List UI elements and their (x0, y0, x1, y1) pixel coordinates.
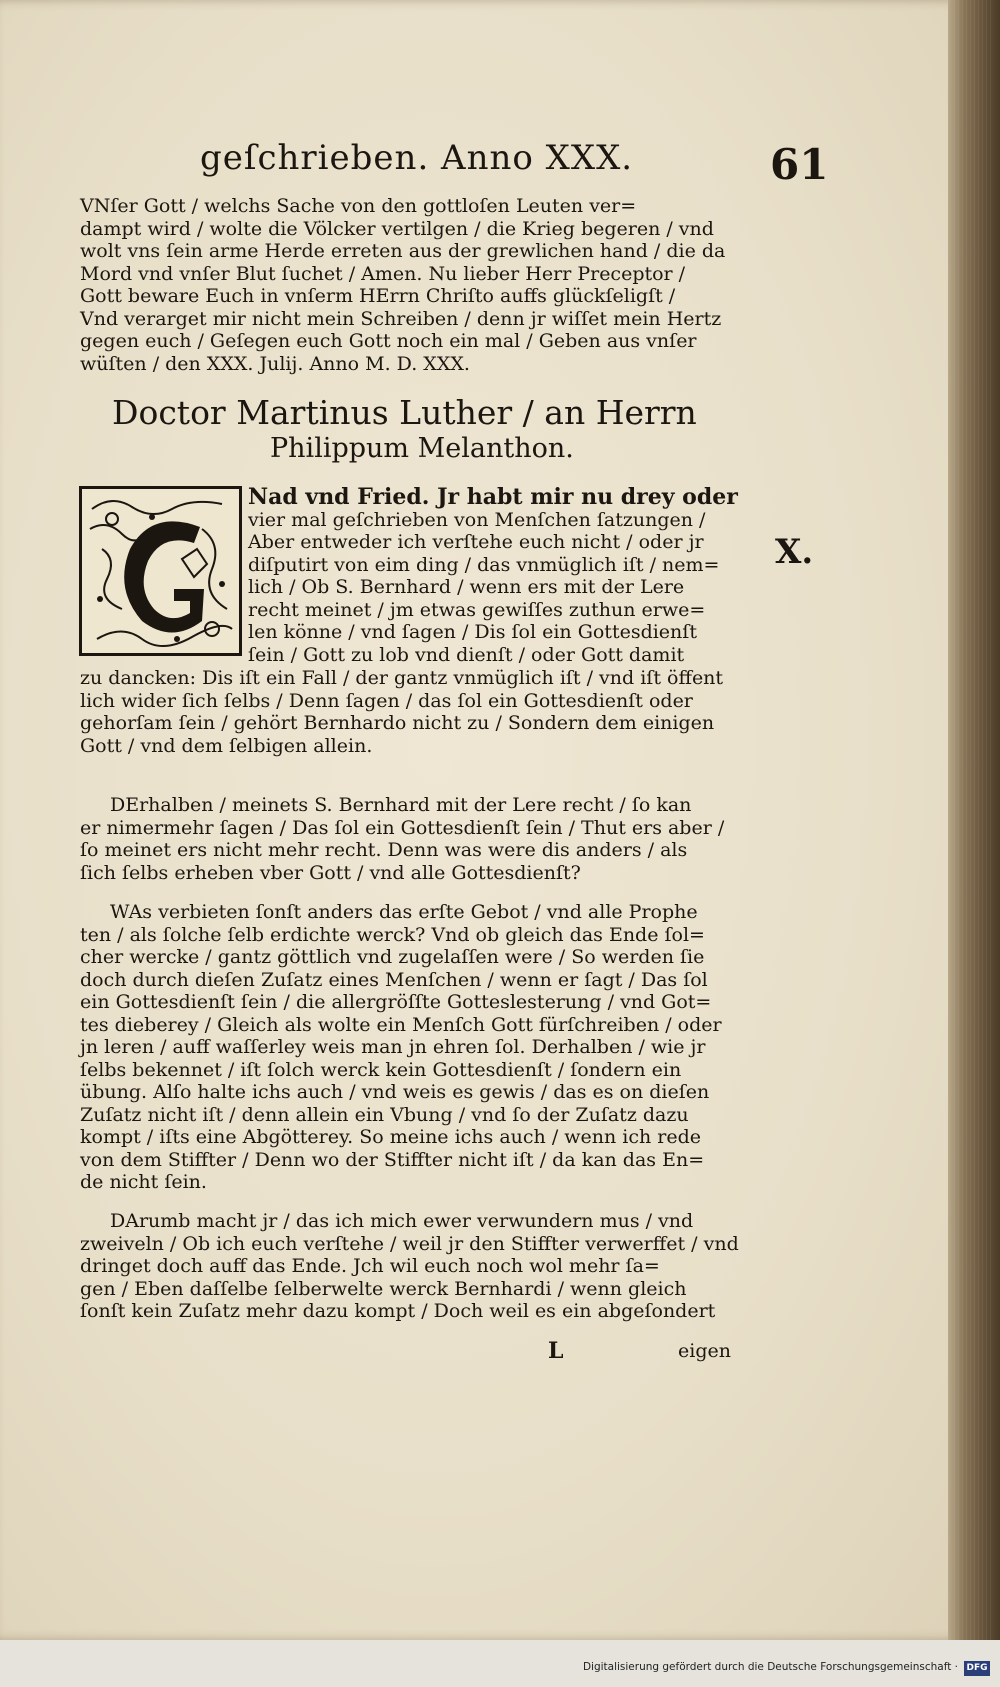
text-line: cher wercke / gantz göttlich vnd zugelaſſen were / So werden ſie (80, 946, 705, 968)
text-line: Vnd verarget mir nicht mein Schreiben / denn jr wiſſet mein Hertz (80, 307, 722, 330)
text-line: wüſten / den XXX. Julij. Anno M. D. XXX. (80, 352, 470, 375)
digitization-credit: Digitalisierung gefördert durch die Deutsche Forschungsgemeinschaft · (582, 1661, 958, 1673)
text-line: lich wider ſich ſelbs / Denn ſagen / das ſol ein Gottesdienſt oder (80, 689, 693, 712)
heading-line-1: Doctor Martinus Luther / an Herrn (112, 393, 697, 432)
text-line: ein Gottesdienſt ſein / die allergröſſte Gotteslesterung / vnd Got= (80, 991, 712, 1013)
dfg-logo-icon: DFG (964, 1661, 990, 1676)
text-line: von dem Stiffter / Denn wo der Stiffter nicht iſt / da kan das En= (80, 1148, 705, 1171)
footer-bar (0, 1640, 1000, 1687)
paragraph-4 (80, 1210, 739, 1323)
text-line: zu dancken: Dis iſt ein Fall / der gantz vnmüglich iſt / vnd iſt öffent (80, 667, 724, 689)
ornamental-initial-g-icon (82, 489, 239, 653)
heading-line-2: Philippum Melanthon. (270, 433, 574, 464)
text-line: kompt / iſts eine Abgötterey. So meine ichs auch / wenn ich rede (80, 1126, 702, 1148)
text-line: ſich ſelbs erheben vber Gott / vnd alle Gottesdienſt? (80, 861, 581, 884)
letter-heading (112, 395, 697, 467)
text-line: jn leren / auff waſſerley weis man jn ehren ſol. Derhalben / wie jr (80, 1036, 706, 1058)
text-line: ſein / Gott zu lob vnd dienſt / oder Gott damit (248, 643, 685, 666)
letter-opening (248, 486, 738, 666)
paragraph-3 (80, 901, 722, 1194)
running-head: geſchrieben. Anno XXX. (200, 138, 634, 178)
text-line: Mord vnd vnſer Blut ſuchet / Amen. Nu lieber Herr Preceptor / (80, 262, 686, 285)
intro-paragraph (80, 195, 725, 375)
text-line: lich / Ob S. Bernhard / wenn ers mit der Lere (248, 576, 685, 598)
text-line: diſputirt von eim ding / das vnmüglich iſt / nem= (248, 553, 720, 576)
text-line: tes dieberey / Gleich als wolte ein Menſch Gott fürſchreiben / oder (80, 1013, 722, 1036)
margin-note: X. (775, 532, 814, 572)
paragraph-2 (80, 794, 724, 884)
text-line: Gott beware Euch in vnſerm HErrn Chriſto auffs glückſeligſt / (80, 285, 676, 307)
text-line: WAs verbieten ſonſt anders das erſte Gebot / vnd alle Prophe (110, 901, 698, 923)
text-line: Aber entweder ich verſtehe euch nicht / oder jr (248, 531, 704, 553)
text-line: ten / als ſolche ſelb erdichte werck? Vnd ob gleich das Ende ſol= (80, 923, 705, 946)
text-line: dampt wird / wolte die Völcker vertilgen / die Krieg begeren / vnd (80, 217, 714, 240)
text-line: len könne / vnd ſagen / Dis ſol ein Gottesdienſt (248, 621, 697, 643)
text-line: DArumb macht jr / das ich mich ewer verwundern mus / vnd (110, 1210, 694, 1232)
text-line: vier mal geſchrieben von Menſchen ſatzungen / (248, 508, 706, 531)
catchword: eigen (678, 1340, 731, 1362)
text-line: Nad vnd Fried. Jr habt mir nu drey oder (248, 484, 738, 510)
text-line: zweiveln / Ob ich euch verſtehe / weil jr den Stiffter verwerffet / vnd (80, 1232, 739, 1255)
text-line: de nicht ſein. (80, 1171, 207, 1193)
text-line: VNſer Gott / welchs Sache von den gottloſen Leuten ver= (80, 195, 637, 217)
signature-mark: L (548, 1338, 564, 1364)
text-line: ſonſt kein Zuſatz mehr dazu kompt / Doch weil es ein abgeſondert (80, 1300, 716, 1322)
text-line: doch durch dieſen Zuſatz eines Menſchen / wenn er ſagt / Das ſol (80, 968, 708, 991)
text-line: ſo meinet ers nicht mehr recht. Denn was were dis anders / als (80, 839, 688, 861)
text-line: Gott / vnd dem ſelbigen allein. (80, 734, 373, 757)
text-line: dringet doch auff das Ende. Jch wil euch noch wol mehr ſa= (80, 1255, 660, 1277)
text-line: wolt vns ſein arme Herde erreten aus der grewlichen hand / die da (80, 240, 726, 262)
text-line: DErhalben / meinets S. Bernhard mit der Lere recht / ſo kan (110, 794, 692, 816)
text-line: recht meinet / jm etwas gewiſſes zuthun erwe= (248, 598, 706, 621)
page-number: 61 (770, 140, 829, 189)
text-line: er nimermehr ſagen / Das ſol ein Gottesdienſt ſein / Thut ers aber / (80, 816, 725, 839)
page-edge-texture (954, 0, 994, 1640)
text-line: gegen euch / Geſegen euch Gott noch ein mal / Geben aus vnſer (80, 330, 697, 352)
decorated-initial-image (79, 486, 242, 656)
text-line: gehorſam ſein / gehört Bernhardo nicht zu / Sondern dem einigen (80, 712, 715, 734)
text-line: gen / Eben daſſelbe ſelberwelte werck Bernhardi / wenn gleich (80, 1277, 687, 1300)
letter-continuation (80, 667, 723, 757)
text-line: übung. Alſo halte ichs auch / vnd weis es gewis / das es on dieſen (80, 1081, 710, 1103)
text-line: ſelbs bekennet / iſt ſolch werck kein Gottesdienſt / ſondern ein (80, 1058, 682, 1081)
text-line: Zuſatz nicht iſt / denn allein ein Vbung / vnd ſo der Zuſatz dazu (80, 1103, 689, 1126)
bleed-through-mark (760, 640, 773, 686)
